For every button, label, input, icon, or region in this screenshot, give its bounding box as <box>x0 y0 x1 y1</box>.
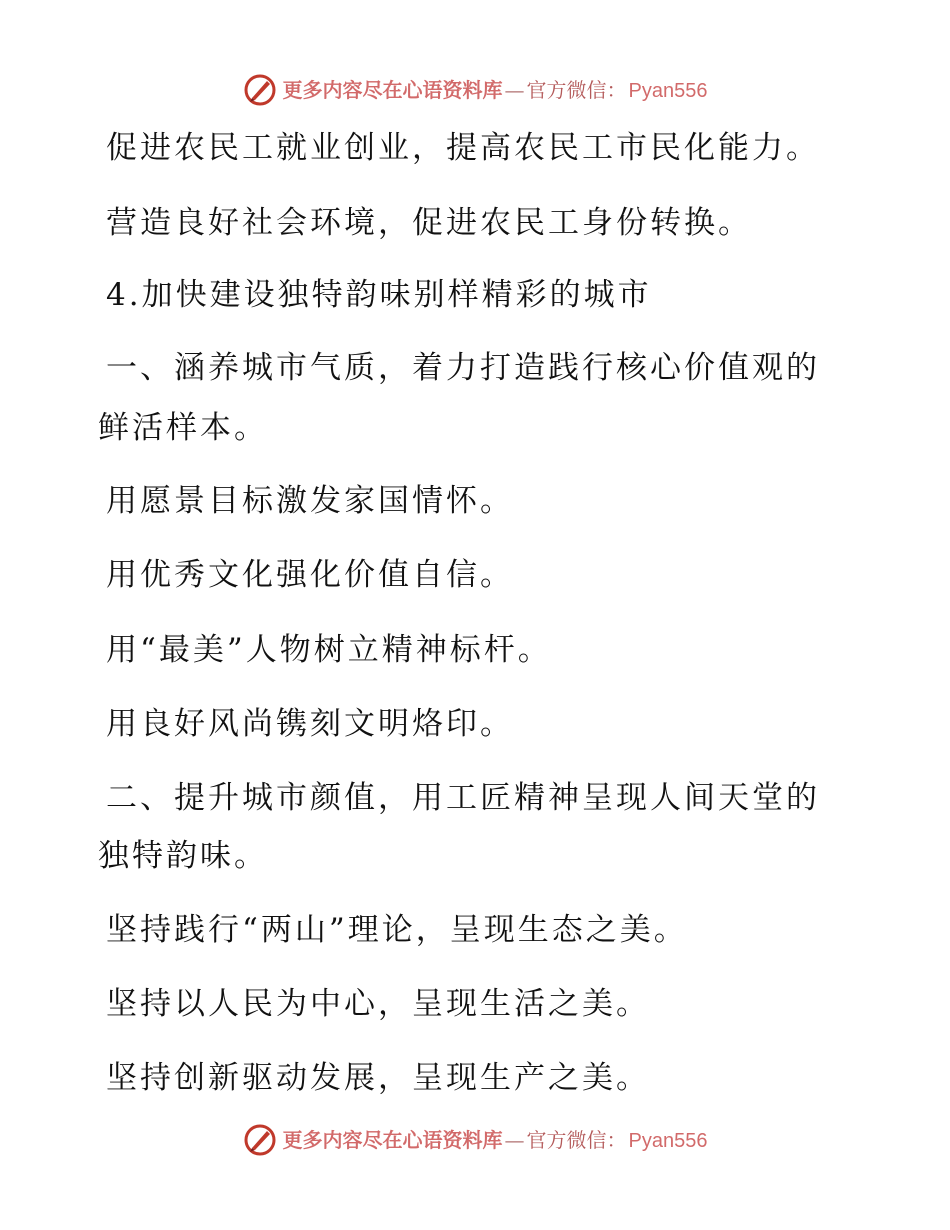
watermark-separator: — <box>504 77 525 102</box>
paragraph-line: 坚持以人民为中心，呈现生活之美。 <box>106 986 650 1022</box>
watermark-id: Pyan556 <box>628 1129 708 1152</box>
watermark-sub: 官方微信： <box>526 77 627 102</box>
paragraph-line: 促进农民工就业创业，提高农民工市民化能力。 <box>106 130 820 166</box>
paragraph-line: 营造良好社会环境，促进农民工身份转换。 <box>106 205 752 241</box>
footer-watermark <box>0 1120 950 1160</box>
watermark-sub: 官方微信： <box>526 1127 627 1152</box>
watermark-main: 更多内容尽在心语资料库 <box>282 1127 503 1152</box>
pen-logo-icon <box>243 1123 277 1157</box>
paragraph-line: 用优秀文化强化价值自信。 <box>106 557 514 593</box>
paragraph-line: 独特韵味。 <box>98 838 268 874</box>
paragraph-line: 鲜活样本。 <box>98 410 268 446</box>
watermark-text <box>282 1127 708 1152</box>
paragraph-line: 坚持创新驱动发展，呈现生产之美。 <box>106 1060 650 1096</box>
paragraph-line: 用“最美”人物树立精神标杆。 <box>106 632 552 668</box>
paragraph-line: 一、涵养城市气质，着力打造践行核心价值观的 <box>106 350 820 386</box>
watermark-id: Pyan556 <box>628 79 708 102</box>
paragraph-line: 二、提升城市颜值，用工匠精神呈现人间天堂的 <box>106 780 820 816</box>
watermark-separator: — <box>504 1127 525 1152</box>
paragraph-line: 用良好风尚镌刻文明烙印。 <box>106 706 514 742</box>
paragraph-line: 用愿景目标激发家国情怀。 <box>106 483 514 519</box>
section-heading: 4.加快建设独特韵味别样精彩的城市 <box>106 277 652 313</box>
watermark-main: 更多内容尽在心语资料库 <box>282 77 503 102</box>
paragraph-line: 坚持践行“两山”理论，呈现生态之美。 <box>106 912 688 948</box>
